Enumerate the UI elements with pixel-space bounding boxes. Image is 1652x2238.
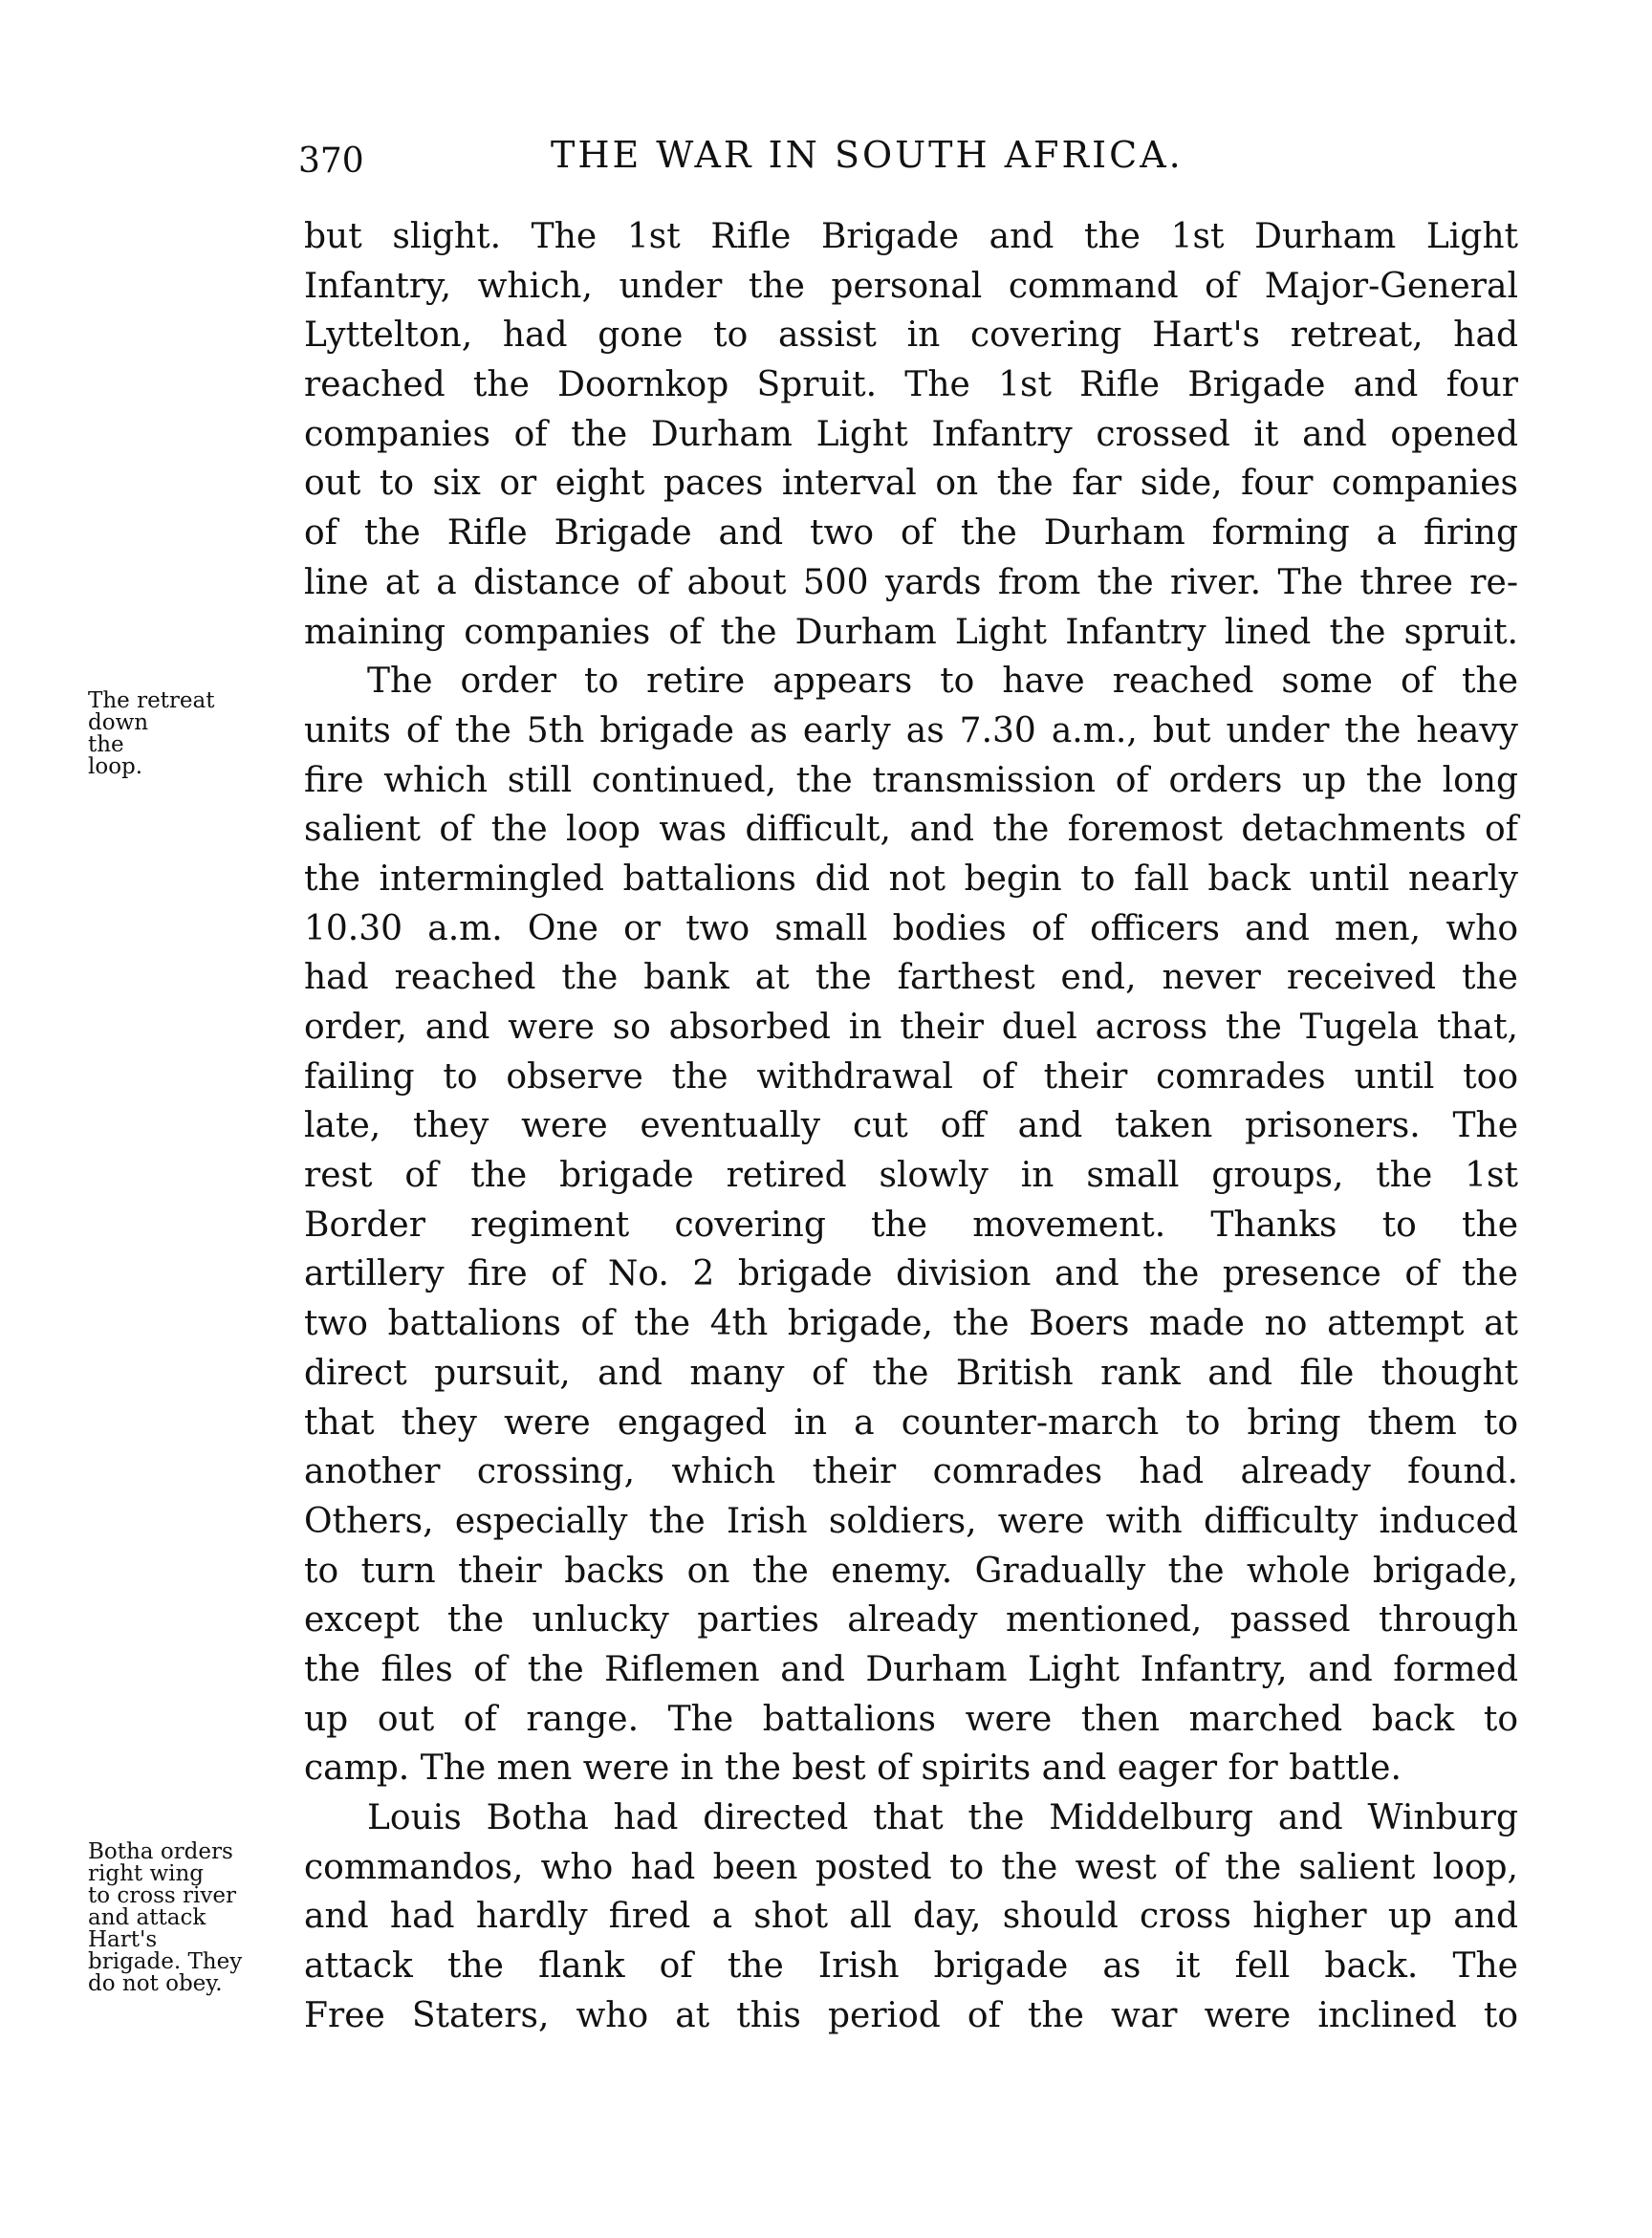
sidenote-botha-orders xyxy=(88,1841,242,1995)
text-line: direct pursuit, and many of the British rank and file thought xyxy=(304,1353,1518,1393)
text-line: the intermingled battalions did not begin to fall back until nearly xyxy=(304,858,1518,899)
sidenote-line: loop. xyxy=(88,754,143,779)
sidenote-line: to cross river xyxy=(88,1883,236,1908)
text-line: salient of the loop was difficult, and the foremost detachments of xyxy=(304,810,1518,850)
text-line: order, and were so absorbed in their duel across the Tugela that, xyxy=(304,1008,1518,1047)
text-line: had reached the bank at the farthest end, never received the xyxy=(304,958,1518,998)
text-line: up out of range. The battalions were then marched back to xyxy=(304,1699,1518,1739)
text-line: artillery fire of No. 2 brigade division and the presence of the xyxy=(304,1254,1518,1294)
text-line: Border regiment covering the movement. Thanks to the xyxy=(304,1205,1518,1245)
text-line: companies of the Durham Light Infantry crossed it and opened xyxy=(304,414,1518,454)
paragraph-start-line: Louis Botha had directed that the Middelburg and Winburg xyxy=(367,1798,1518,1837)
sidenote-retreat xyxy=(88,690,215,778)
sidenote-line: right wing xyxy=(88,1861,205,1886)
body-text xyxy=(304,212,1518,2040)
text-line: commandos, who had been posted to the west of the salient loop, xyxy=(304,1847,1518,1887)
text-line: attack the flank of the Irish brigade as it fell back. The xyxy=(304,1946,1518,1987)
sidenote-line: Botha orders xyxy=(88,1839,233,1864)
text-line: rest of the brigade retired slowly in small groups, the 1st xyxy=(304,1156,1518,1196)
text-line: except the unlucky parties already mentioned, passed through xyxy=(304,1600,1518,1640)
text-line: to turn their backs on the enemy. Gradually the whole brigade, xyxy=(304,1551,1518,1591)
text-line: two battalions of the 4th brigade, the Boers made no attempt at xyxy=(304,1304,1518,1344)
text-line: failing to observe the withdrawal of their comrades until too xyxy=(304,1056,1518,1097)
text-line: that they were engaged in a counter-march to bring them to xyxy=(304,1402,1518,1443)
text-line: camp. The men were in the best of spirits and eager for battle. xyxy=(304,1749,1402,1789)
sidenote-line: the xyxy=(88,732,124,757)
paragraph-start-line: The order to retire appears to have reached some of the xyxy=(367,662,1518,702)
text-line: maining companies of the Durham Light Infantry lined the spruit. xyxy=(304,612,1518,652)
sidenote-line: down xyxy=(88,710,149,735)
running-title: THE WAR IN SOUTH AFRICA. xyxy=(551,134,1184,176)
text-line: Lyttelton, had gone to assist in covering Hart's retreat, had xyxy=(304,315,1518,356)
text-line: out to six or eight paces interval on the far side, four companies xyxy=(304,464,1518,504)
sidenote-line: and attack xyxy=(88,1905,206,1930)
sidenote-line: Hart's xyxy=(88,1927,158,1952)
sidenote-line: brigade. They xyxy=(88,1949,243,1974)
text-line: Free Staters, who at this period of the war were inclined to xyxy=(304,1995,1518,2035)
sidenote-line: do not obey. xyxy=(88,1971,223,1996)
page-number: 370 xyxy=(298,141,364,181)
text-line: Infantry, which, under the personal command of Major-General xyxy=(304,266,1518,306)
text-line: another crossing, which their comrades had already found. xyxy=(304,1452,1518,1492)
text-line: 10.30 a.m. One or two small bodies of officers and men, who xyxy=(304,908,1518,948)
text-line: Others, especially the Irish soldiers, were with difficulty induced xyxy=(304,1501,1518,1541)
text-line: late, they were eventually cut off and taken prisoners. The xyxy=(304,1106,1518,1146)
text-line: but slight. The 1st Rifle Brigade and the 1st Durham Light xyxy=(304,217,1518,256)
text-line: reached the Doornkop Spruit. The 1st Rifle Brigade and four xyxy=(304,365,1518,405)
text-line: the files of the Riflemen and Durham Light Infantry, and formed xyxy=(304,1649,1518,1689)
text-line: line at a distance of about 500 yards from the river. The three re- xyxy=(304,562,1518,602)
text-line: fire which still continued, the transmission of orders up the long xyxy=(304,760,1518,800)
text-line: and had hardly fired a shot all day, should cross higher up and xyxy=(304,1897,1518,1937)
text-line: of the Rifle Brigade and two of the Durham forming a firing xyxy=(304,513,1518,554)
sidenote-line: The retreat xyxy=(88,688,215,713)
text-line: units of the 5th brigade as early as 7.30 a.m., but under the heavy xyxy=(304,710,1518,750)
